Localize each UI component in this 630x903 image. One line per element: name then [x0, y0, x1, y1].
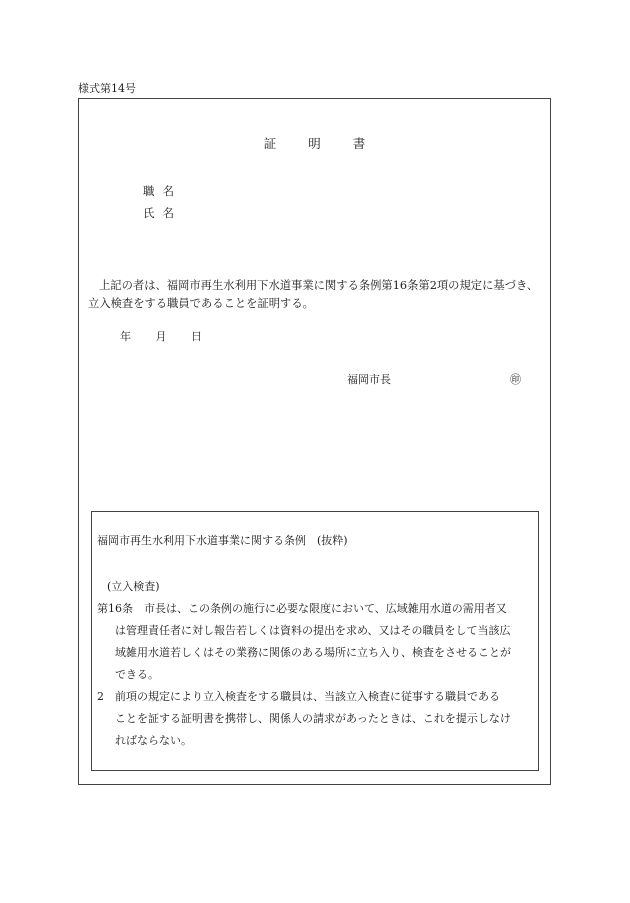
paragraph-line: ればならない。	[115, 734, 192, 747]
paragraph-2-text	[97, 686, 537, 752]
issuer-title: 福岡市長	[347, 373, 391, 386]
title-char: 明	[308, 136, 321, 151]
position-field	[143, 183, 182, 199]
date-month-label: 月	[155, 330, 167, 343]
name-label-char: 名	[162, 206, 174, 220]
article-line: 域雑用水道若しくはその業務に関係のある場所に立ち入り、検査をさせることが	[115, 646, 511, 659]
position-label-char: 職	[143, 184, 155, 198]
article-16-text	[97, 598, 537, 686]
certificate-title	[79, 134, 550, 152]
ordinance-excerpt-box	[91, 511, 539, 771]
form-number: 様式第14号	[78, 82, 136, 95]
date-day-label: 日	[191, 330, 202, 343]
article-line: は管理責任者に対し報告若しくは資料の提出を求め、又はその職員をして当該広	[115, 624, 511, 637]
certification-text	[88, 277, 546, 313]
name-label-char: 氏	[143, 206, 155, 220]
issue-date	[120, 328, 223, 344]
cert-line: 立入検査をする職員であることを証明する。	[88, 297, 314, 310]
paragraph-line: ことを証する証明書を携帯し、関係人の請求があったときは、これを提示しなけ	[115, 712, 511, 725]
paragraph-line: 2 前項の規定により立入検査をする職員は、当該立入検査に従事する職員である	[97, 690, 500, 703]
article-heading: (立入検査)	[107, 580, 160, 593]
title-char: 証	[263, 136, 277, 151]
title-char: 書	[352, 136, 366, 151]
certificate-frame	[78, 98, 551, 785]
article-line: できる。	[115, 668, 159, 681]
name-field	[143, 205, 182, 221]
article-line: 第16条 市長は、この条例の施行に必要な限度において、広域雑用水道の需用者又	[97, 602, 507, 615]
seal-mark: ㊞	[510, 373, 521, 386]
date-year-label: 年	[120, 330, 131, 343]
cert-line: 上記の者は、福岡市再生水利用下水道事業に関する条例第16条第2項の規定に基づき、	[99, 279, 539, 292]
excerpt-title: 福岡市再生水利用下水道事業に関する条例 (抜粋)	[97, 534, 348, 547]
position-label-char: 名	[162, 184, 174, 198]
